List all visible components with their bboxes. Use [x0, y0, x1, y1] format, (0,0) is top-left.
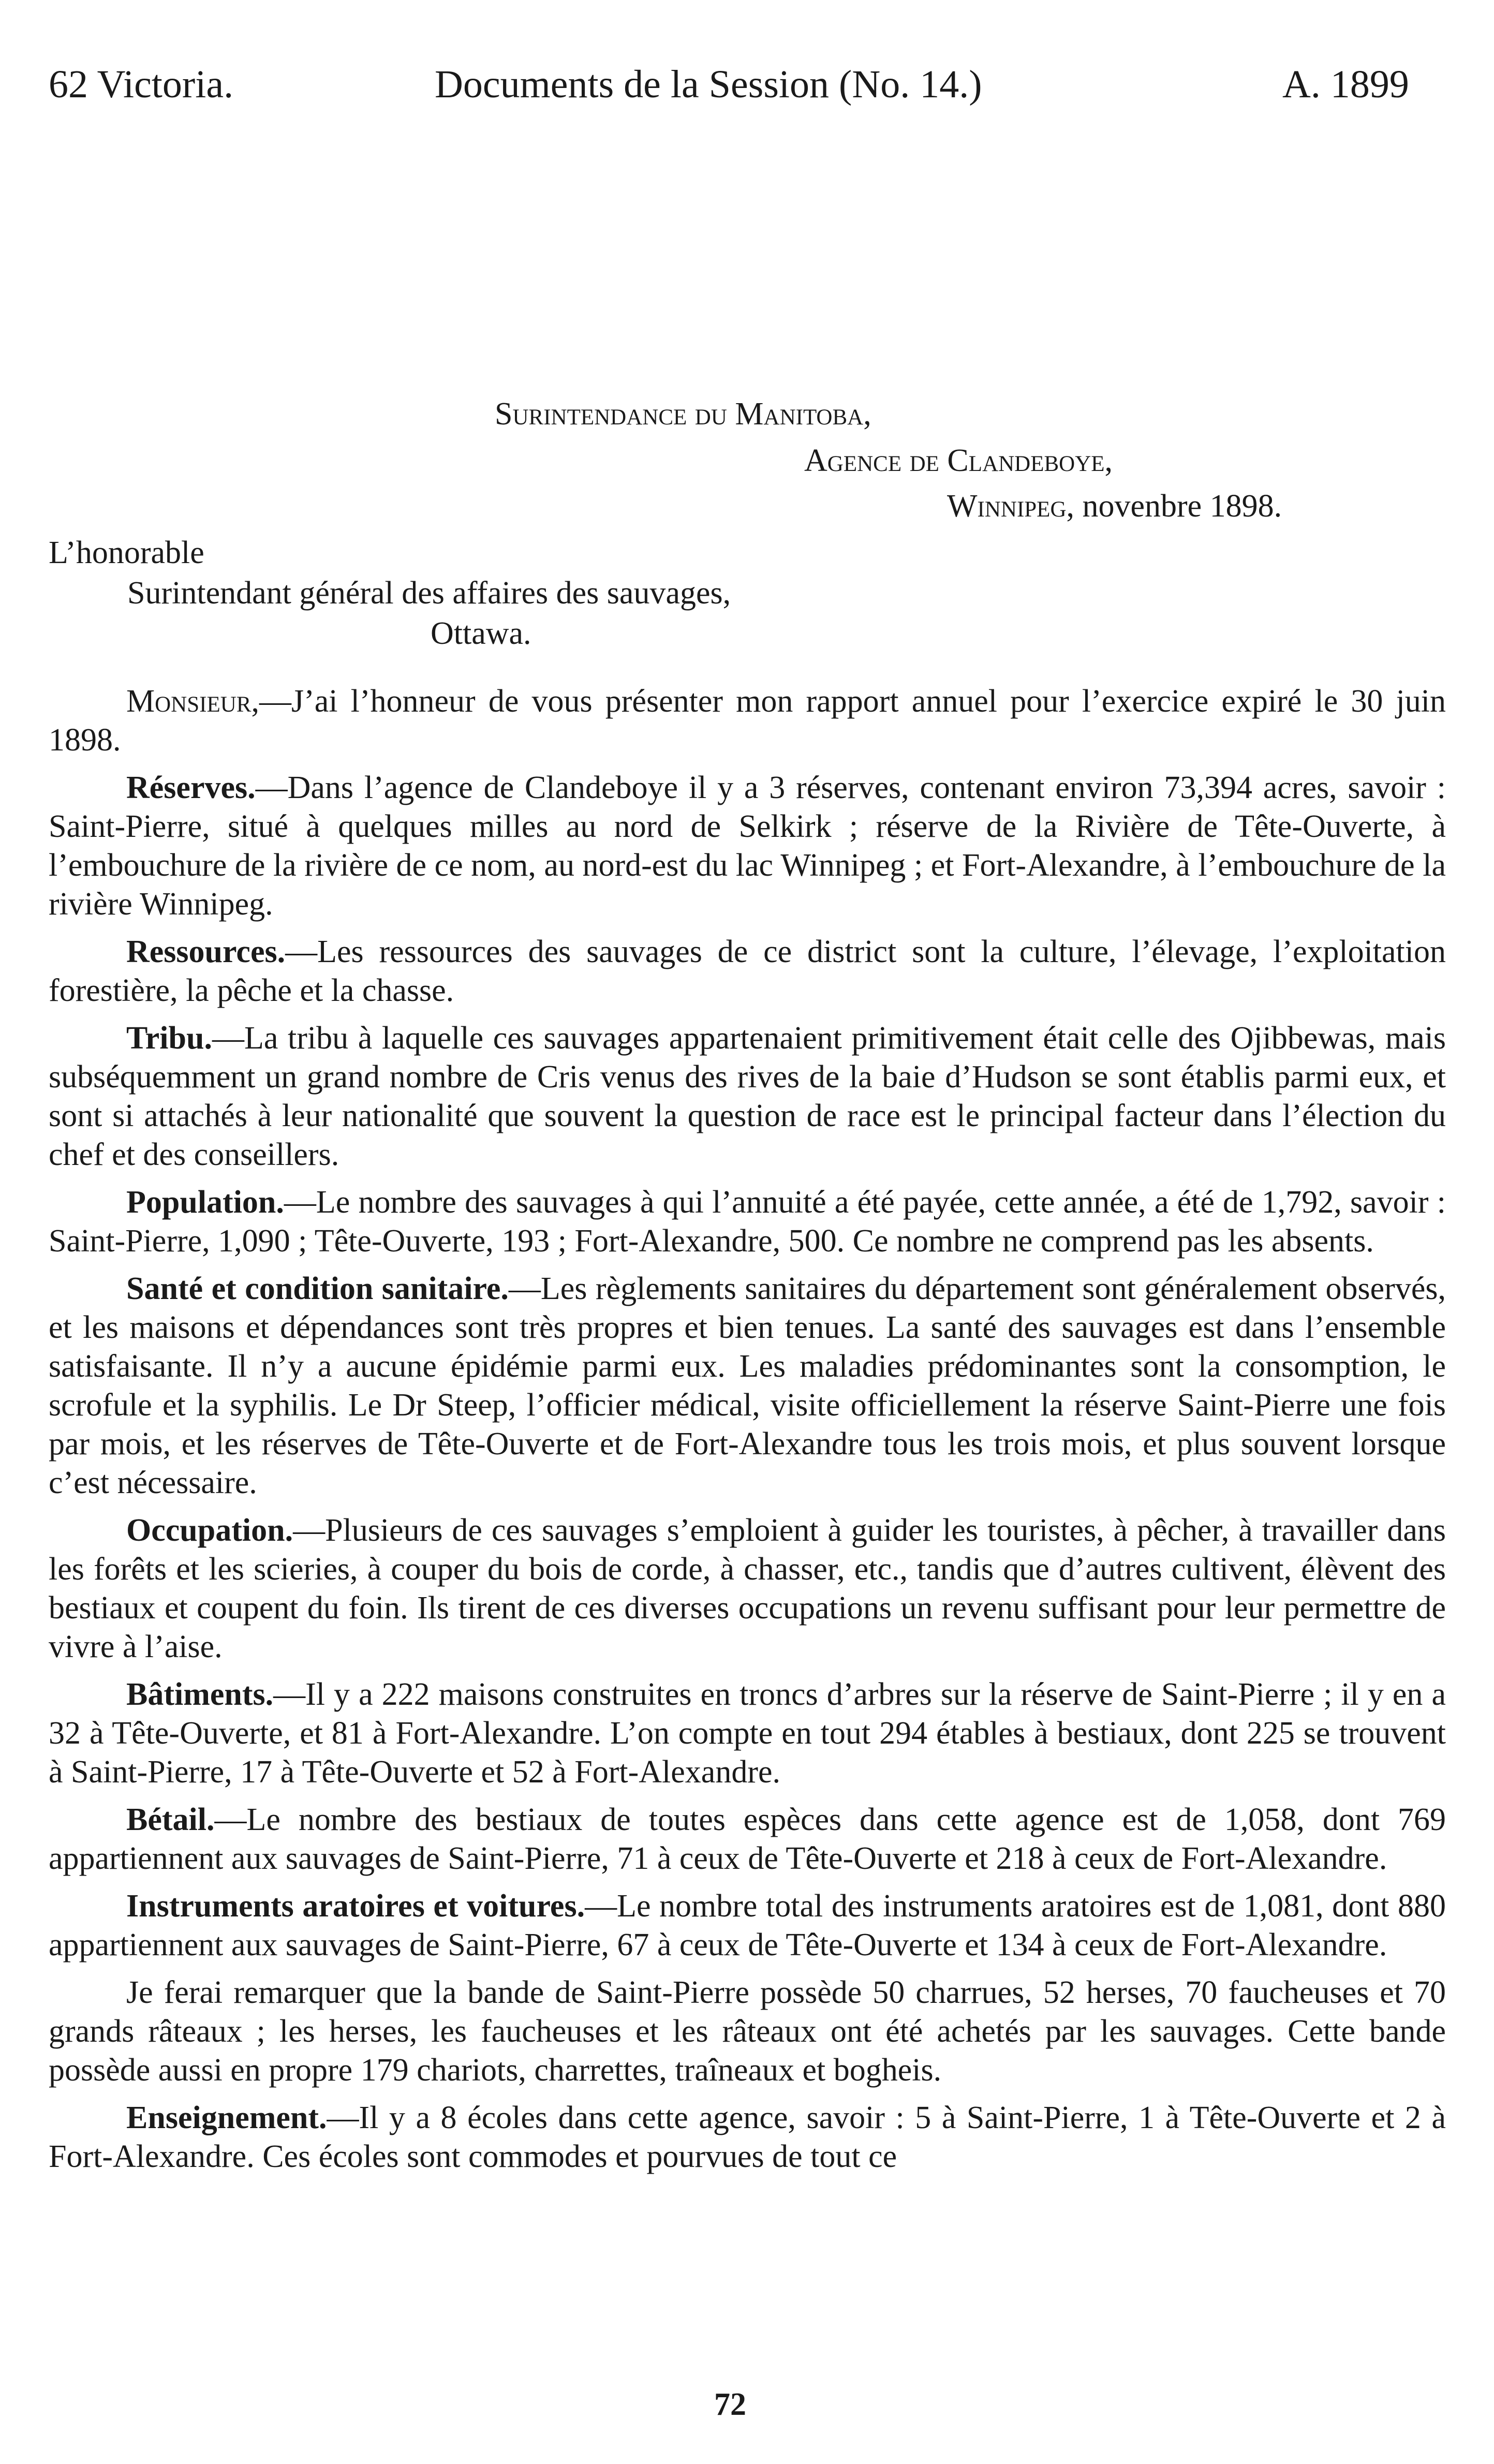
- paragraph-heading: Santé et condition sanitaire.: [126, 1271, 509, 1306]
- recipient-honorific: L’honorable: [49, 535, 204, 570]
- paragraph-reserves: [49, 769, 1446, 924]
- salutation: Monsieur,: [126, 684, 259, 719]
- paragraph-heading: Bâtiments.: [126, 1677, 274, 1712]
- paragraph-text: —Il y a 222 maisons construites en troncs d’arbres sur la réserve de Saint-Pierre ; il y en a 32 à Tête-Ouverte, et 81 à Fort-Alexandre. L’on compte en tout 294 étables à bestiaux, dont 225 se trouvent à Saint-Pierre, 17 à Tête-Ouverte et 52 à Fort-Alexandre.: [49, 1677, 1446, 1790]
- paragraph-heading: Population.: [126, 1185, 284, 1220]
- salutation-paragraph: [49, 682, 1446, 760]
- paragraph-heading: Ressources.: [126, 934, 286, 969]
- paragraph-sante: [49, 1270, 1446, 1502]
- page-number: 72: [714, 2387, 746, 2422]
- address-line-superintendency: Surintendance du Manitoba,: [495, 396, 871, 432]
- paragraph-text: —Les ressources des sauvages de ce district sont la culture, l’élevage, l’exploitation forestière, la pêche et la chasse.: [49, 934, 1446, 1008]
- paragraph-betail: [49, 1801, 1446, 1878]
- intro-text: —J’ai l’honneur de vous présenter mon rapport annuel pour l’exercice expiré le 30 juin 1898.: [49, 684, 1446, 758]
- recipient-city: Ottawa.: [431, 616, 531, 651]
- address-line-agency: Agence de Clandeboye,: [804, 443, 1113, 478]
- paragraph-tribu: [49, 1019, 1446, 1174]
- paragraph-text: —Le nombre des bestiaux de toutes espèces dans cette agence est de 1,058, dont 769 appartiennent aux sauvages de Saint-Pierre, 71 à ceux de Tête-Ouverte et 218 à ceux de Fort-Alexandre.: [49, 1802, 1446, 1876]
- paragraph-text: —Le nombre des sauvages à qui l’annuité a été payée, cette année, a été de 1,792, savoir : Saint-Pierre, 1,090 ; Tête-Ouverte, 193 ; Fort-Alexandre, 500. Ce nombre ne comprend pas les absents.: [49, 1185, 1446, 1259]
- paragraph-text: —Les règlements sanitaires du département sont généralement observés, et les maisons et dépendances sont très propres et bien tenues. La santé des sauvages est dans l’ensemble satisfaisante. Il n’y a aucune épidémie parmi eux. Les maladies prédominantes sont la consomption, le scrofule et la syphilis. Le Dr Steep, l’officier médical, visite officiellement la réserve Saint-Pierre une fois par mois, et les réserves de Tête-Ouverte et de Fort-Alexandre tous les trois mois, et plus souvent lorsque c’est nécessaire.: [49, 1271, 1446, 1500]
- paragraph-heading: Bétail.: [126, 1802, 215, 1837]
- running-head-title: Documents de la Session (No. 14.): [435, 63, 982, 106]
- paragraph-enseignement: [49, 2099, 1446, 2176]
- paragraph-text: —Plusieurs de ces sauvages s’emploient à guider les touristes, à pêcher, à travailler dans les forêts et les scieries, à couper du bois de corde, à chasser, etc., tandis que d’autres cultivent, élèvent des bestiaux et coupent du foin. Ils tirent de ces diverses occupations un revenu suffisant pour leur permettre de vivre à l’aise.: [49, 1513, 1446, 1664]
- paragraph-population: [49, 1183, 1446, 1261]
- report-body: [49, 682, 1446, 2185]
- paragraph-text: Je ferai remarquer que la bande de Saint-Pierre possède 50 charrues, 52 herses, 70 faucheuses et 70 grands râteaux ; les herses, les faucheuses et les râteaux ont été achetés par les sauvages. Cette bande possède aussi en propre 179 chariots, charrettes, traîneaux et bogheis.: [49, 1975, 1446, 2088]
- paragraph-remarque: [49, 1973, 1446, 2090]
- paragraph-text: —Dans l’agence de Clandeboye il y a 3 réserves, contenant environ 73,394 acres, savoir : Saint-Pierre, situé à quelques milles au nord de Selkirk ; réserve de la Rivière de Tête-Ouverte, à l’embouchure de la rivière de ce nom, au nord-est du lac Winnipeg ; et Fort-Alexandre, à l’embouchure de la rivière Winnipeg.: [49, 770, 1446, 922]
- paragraph-text: —Le nombre total des instruments aratoires est de 1,081, dont 880 appartiennent aux sauvages de Saint-Pierre, 67 à ceux de Tête-Ouverte et 134 à ceux de Fort-Alexandre.: [49, 1888, 1446, 1963]
- running-head-year: A. 1899: [1282, 63, 1409, 106]
- paragraph-batiments: [49, 1675, 1446, 1792]
- paragraph-occupation: [49, 1511, 1446, 1666]
- address-date: novenbre 1898.: [1082, 489, 1282, 524]
- paragraph-ressources: [49, 933, 1446, 1010]
- paragraph-heading: Instruments aratoires et voitures.: [126, 1888, 585, 1924]
- address-line-place-date: [947, 486, 1282, 526]
- paragraph-text: —Il y a 8 écoles dans cette agence, savoir : 5 à Saint-Pierre, 1 à Tête-Ouverte et 2 à Fort-Alexandre. Ces écoles sont commodes et pourvues de tout ce: [49, 2100, 1446, 2174]
- paragraph-text: —La tribu à laquelle ces sauvages appartenaient primitivement était celle des Ojibbewas, mais subséquemment un grand nombre de Cris venus des rives de la baie d’Hudson se sont établis parmi eux, et sont si attachés à leur nationalité que souvent la question de race est le principal facteur dans l’élection du chef et des conseillers.: [49, 1021, 1446, 1172]
- paragraph-heading: Tribu.: [126, 1021, 212, 1056]
- paragraph-heading: Enseignement.: [126, 2100, 327, 2135]
- running-head-left: 62 Victoria.: [49, 63, 234, 106]
- paragraph-heading: Réserves.: [126, 770, 256, 805]
- recipient-title: Surintendant général des affaires des sauvages,: [127, 576, 731, 611]
- paragraph-instruments: [49, 1887, 1446, 1965]
- address-place: Winnipeg,: [947, 489, 1074, 524]
- paragraph-heading: Occupation.: [126, 1513, 293, 1548]
